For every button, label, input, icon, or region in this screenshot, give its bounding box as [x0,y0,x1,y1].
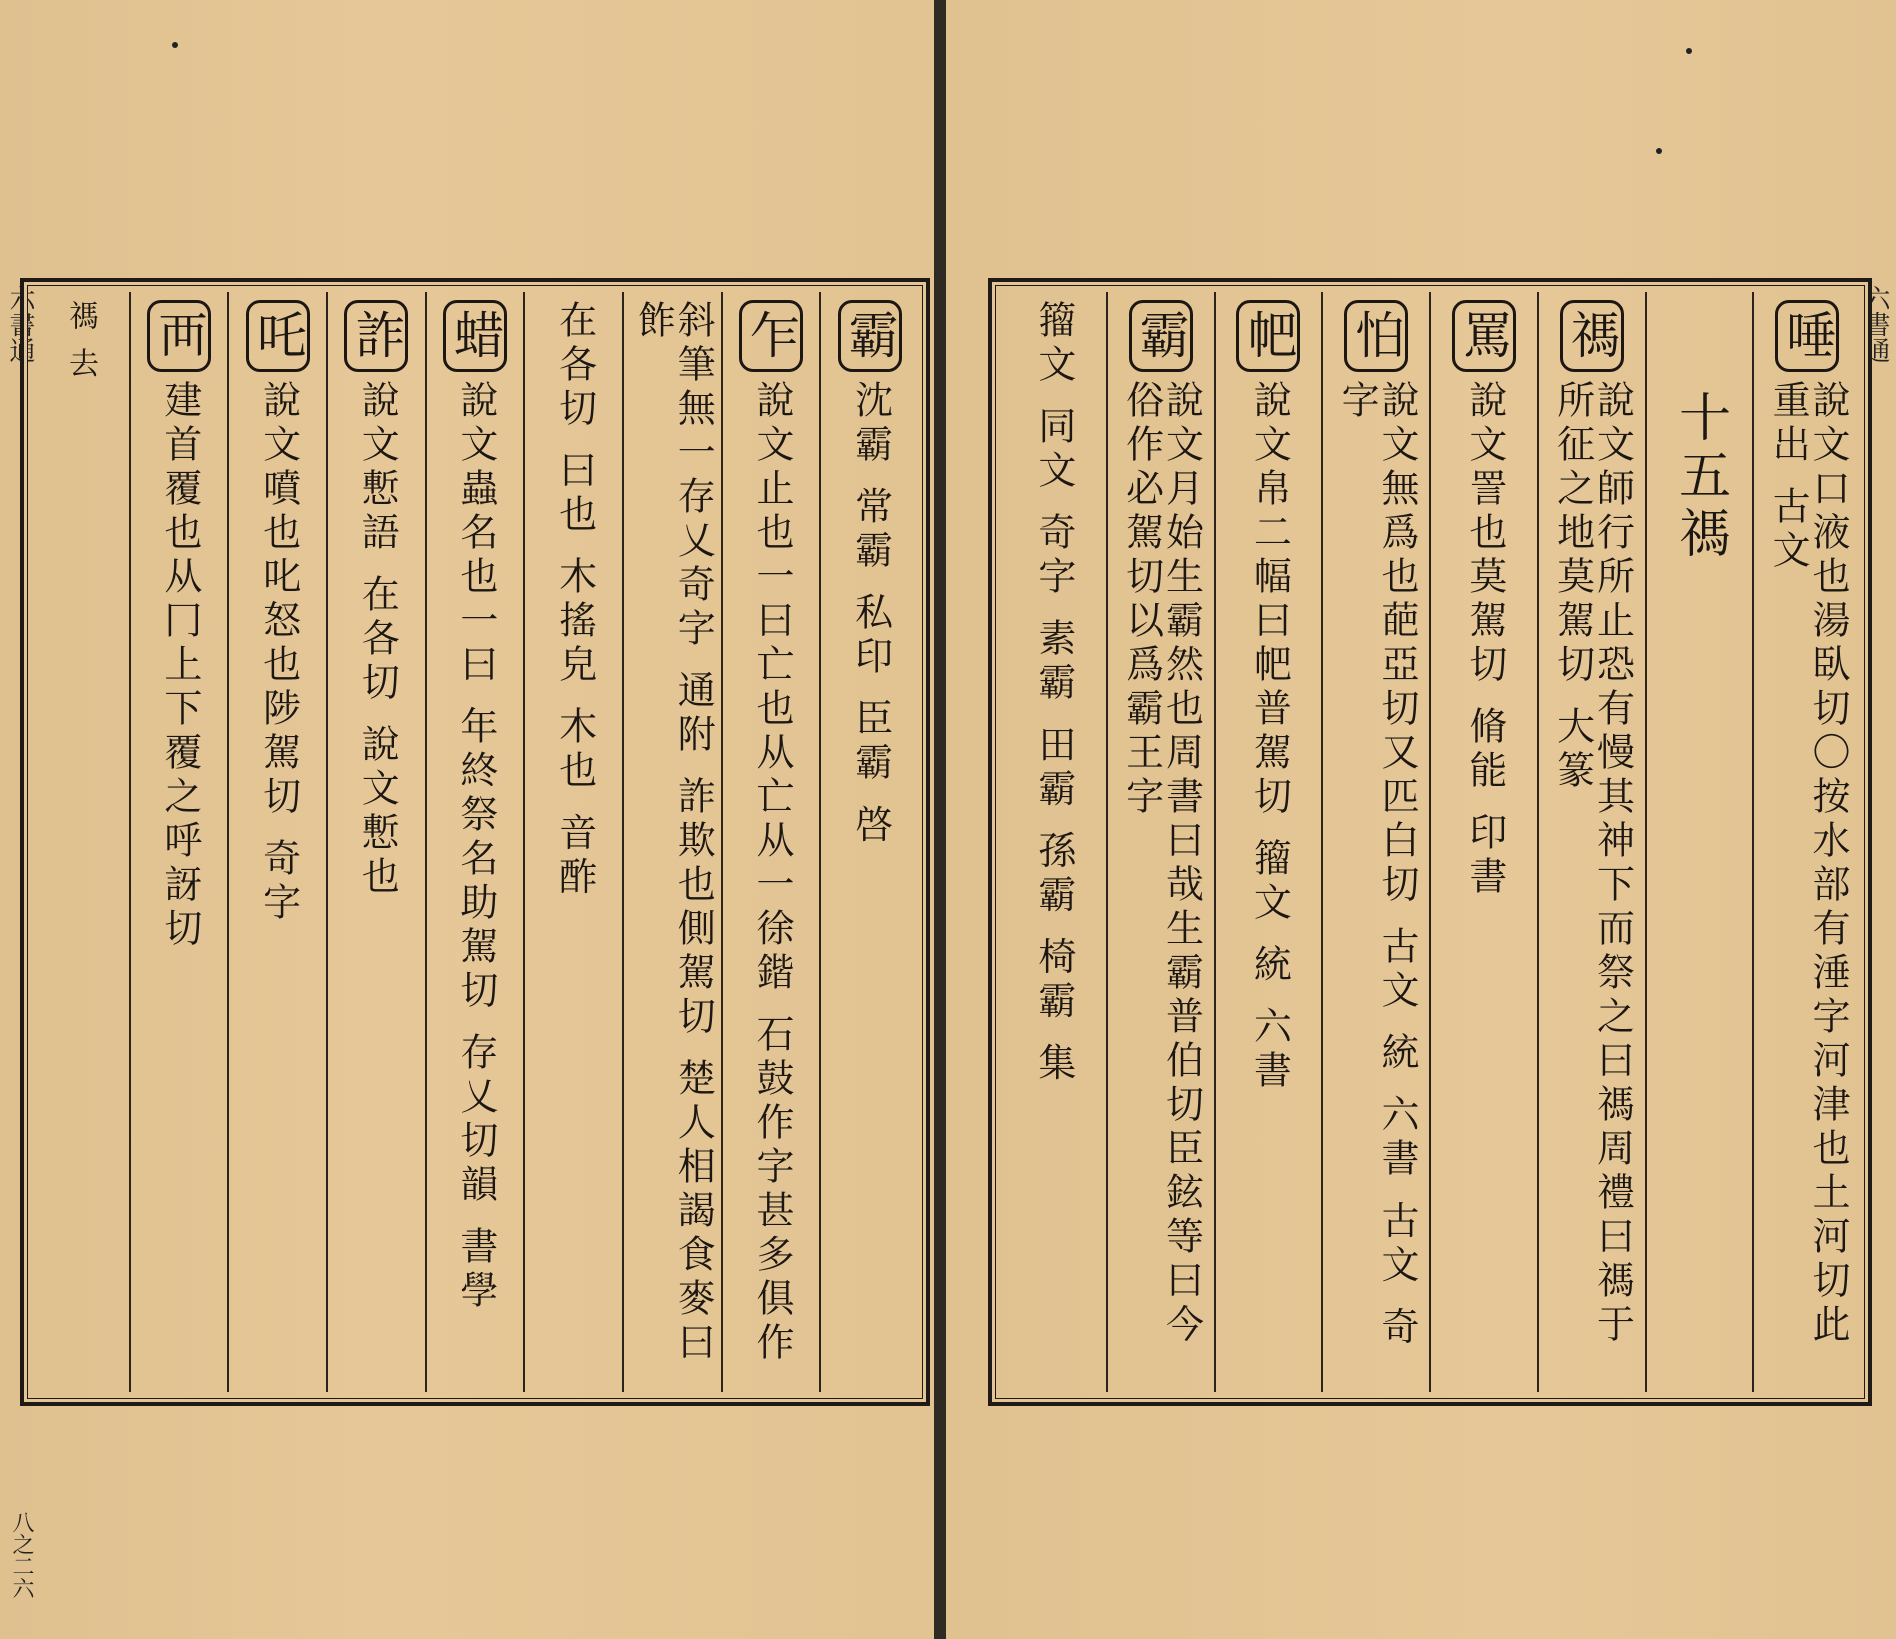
entry-head: 帊 [1236,300,1300,372]
left-page [0,0,942,1639]
entry-text: 說文帛二幅曰帊普駕切 籀文 統 六書 [1247,380,1292,1095]
text-column [1537,292,1645,1392]
entry-head: 蜡 [443,300,507,372]
entry-head: 霸 [1129,300,1193,372]
text-column [523,292,622,1392]
entry-text: 禡 去 [63,300,99,382]
entry-head: 乍 [739,300,803,372]
entry-head: 吒 [246,300,310,372]
text-column [1429,292,1537,1392]
rhyme-heading: 十五禡 [1669,390,1730,564]
entry-text: 在各切 曰也 木搖皃 木也 音酢 [552,300,597,901]
right-page [946,0,1896,1639]
entry-head: 霸 [838,300,902,372]
text-column [1106,292,1214,1392]
entry-text: 說文口液也湯臥切〇按水部有涶字河津也土河切此重出 古文 [1766,380,1851,1348]
left-margin-title: 六書通 [5,285,35,363]
entry-text: 沈霸 常霸 私印 臣霸 啓 [848,380,893,849]
text-column [721,292,820,1392]
text-column [32,292,129,1392]
entry-head: 罵 [1452,300,1516,372]
entry-head: 詐 [344,300,408,372]
entry-text: 說文慙語 在各切 說文慙也 [355,380,400,901]
text-column [622,292,721,1392]
text-column [1214,292,1322,1392]
text-column [326,292,425,1392]
text-column [227,292,326,1392]
text-column [1000,292,1106,1392]
text-column [1321,292,1429,1392]
entry-text: 建首覆也从冂上下覆之呼訝切 [157,380,202,952]
left-text-frame [20,278,930,1406]
entry-text: 說文止也一曰亡也从亡从一徐鍇 石鼓作字甚多俱作 [749,380,794,1367]
entry-head: 襾 [147,300,211,372]
entry-text: 說文月始生霸然也周書曰哉生霸普伯切臣鉉等曰今俗作必駕切以爲霸王字 [1119,380,1204,1348]
right-text-frame [988,278,1872,1406]
entry-text: 斜筆無一存乂奇字 通附 詐欺也側駕切 楚人相謁食麥曰飵 [631,300,716,1367]
entry-text: 說文師行所止恐有慢其神下而祭之曰禡周禮曰禡于所征之地莫駕切 大篆 [1550,380,1635,1348]
text-column [819,292,918,1392]
left-columns [32,292,918,1392]
folio-number: 八之二六 [9,1511,34,1599]
text-column [1645,292,1753,1392]
entry-text: 說文詈也莫駕切 脩能 印書 [1462,380,1507,901]
entry-head: 怕 [1344,300,1408,372]
entry-head: 唾 [1775,300,1839,372]
text-column [1752,292,1860,1392]
right-columns [1000,292,1860,1392]
entry-text: 說文無爲也葩亞切又匹白切 古文 統 六書 古文 奇字 [1335,380,1420,1351]
entry-text: 籀文 同文 奇字 素霸 田霸 孫霸 椅霸 集 [1031,300,1076,1087]
right-margin-title: 六書通 [1860,285,1890,363]
text-column [129,292,228,1392]
entry-text: 說文蟲名也一曰 年終祭名助駕切 存乂切韻 書學 [453,380,498,1315]
entry-head: 禡 [1560,300,1624,372]
entry-text: 說文噴也叱怒也陟駕切 奇字 [256,380,301,927]
ink-dot [172,42,178,48]
ink-dot [1656,148,1662,154]
ink-dot [1686,48,1692,54]
text-column [425,292,524,1392]
